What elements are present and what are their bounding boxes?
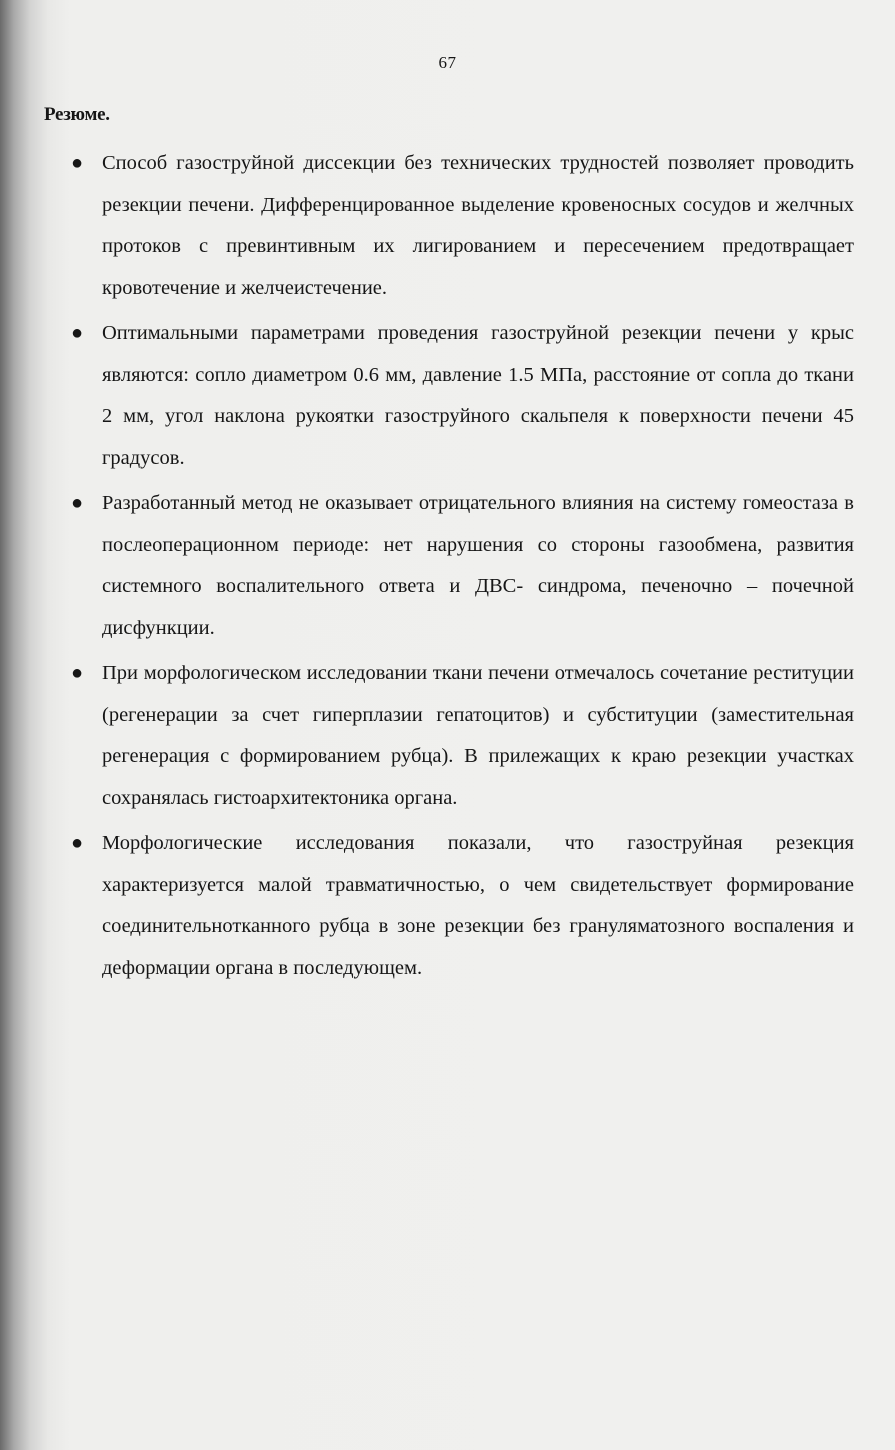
bullet-icon: ● [71, 152, 84, 174]
bullet-icon: ● [71, 492, 84, 514]
list-item [0, 143, 854, 309]
list-item-text: Морфологические исследования показали, что газоструйная резекция характеризуется малой травматичностью, о чем свидетельствует формирование соединительнотканного рубца в зоне резекции без грануляматозного воспаления и деформации органа в последующем. [102, 832, 854, 979]
list-item-text: Способ газоструйной диссекции без технических трудностей позволяет проводить резекции печени. Дифференцированное выделение кровеносных сосудов и желчных протоков с превинтивным их лигированием и пересечением предотвращает кровотечение и желчеистечение. [102, 152, 854, 299]
bullet-icon: ● [71, 662, 84, 684]
bullet-icon: ● [71, 832, 84, 854]
bullet-icon: ● [71, 322, 84, 344]
list-item [0, 313, 854, 479]
list-item [0, 653, 854, 819]
list-item [0, 483, 854, 649]
page-number: 67 [438, 53, 457, 72]
list-item [0, 823, 854, 989]
list-item-text: Оптимальными параметрами проведения газоструйной резекции печени у крыс являются: сопло диаметром 0.6 мм, давление 1.5 МПа, расстояние от сопла до ткани 2 мм, угол наклона рукоятки газоструйного скальпеля к поверхности печени 45 градусов. [102, 322, 854, 469]
list-item-text: При морфологическом исследовании ткани печени отмечалось сочетание реституции (регенерации за счет гиперплазии гепатоцитов) и субституции (заместительная регенерация с формированием рубца). В прилежащих к краю резекции участках сохранялась гистоархитектоника органа. [102, 662, 854, 809]
list-item-text: Разработанный метод не оказывает отрицательного влияния на систему гомеостаза в послеоперационном периоде: нет нарушения со стороны газообмена, развития системного воспалительного ответа и ДВС- синдрома, печеночно – почечной дисфункции. [102, 492, 854, 639]
summary-list [0, 143, 895, 993]
section-heading: Резюме. [44, 104, 110, 125]
